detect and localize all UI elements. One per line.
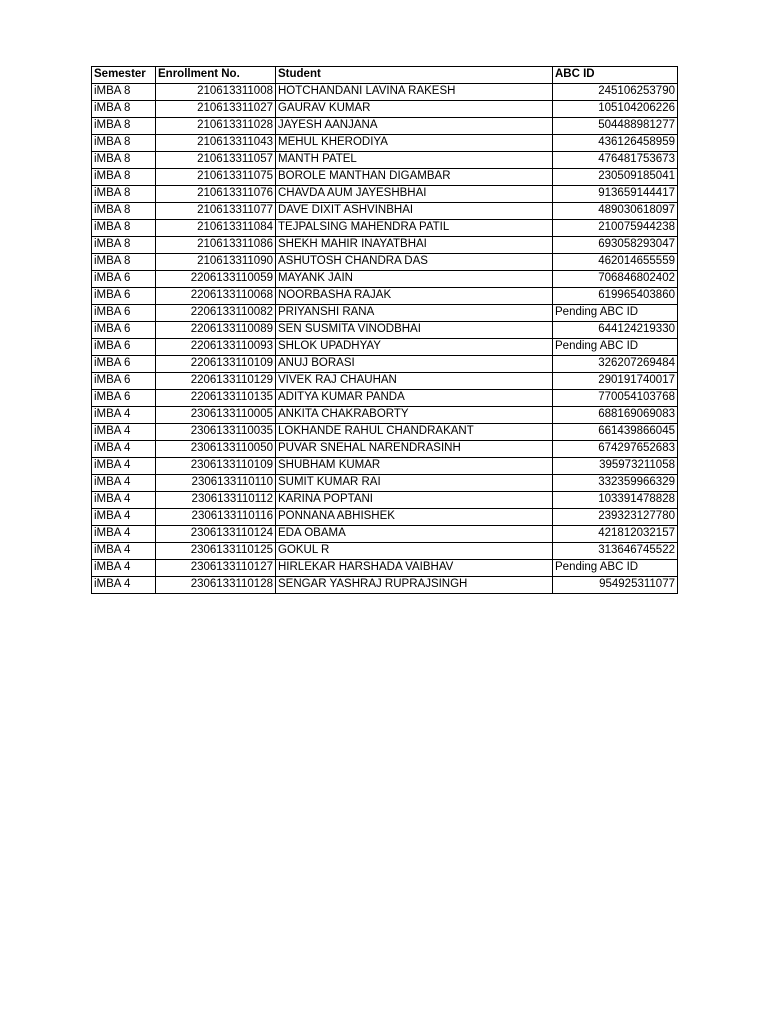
student-name-cell: SHEKH MAHIR INAYATBHAI — [276, 237, 553, 254]
semester-cell: iMBA 8 — [92, 237, 156, 254]
table-row — [92, 186, 678, 203]
table-row — [92, 441, 678, 458]
student-name-cell: ADITYA KUMAR PANDA — [276, 390, 553, 407]
table-row — [92, 475, 678, 492]
table-row — [92, 424, 678, 441]
abc-id-cell: 619965403860 — [553, 288, 678, 305]
enrollment-no-cell: 2306133110035 — [156, 424, 276, 441]
table-row — [92, 509, 678, 526]
abc-id-cell: 688169069083 — [553, 407, 678, 424]
enrollment-no-cell: 2206133110089 — [156, 322, 276, 339]
semester-cell: iMBA 4 — [92, 475, 156, 492]
abc-id-cell: 954925311077 — [553, 577, 678, 594]
abc-id-cell: Pending ABC ID — [553, 305, 678, 322]
semester-cell: iMBA 6 — [92, 373, 156, 390]
enrollment-no-cell: 2306133110050 — [156, 441, 276, 458]
semester-cell: iMBA 8 — [92, 220, 156, 237]
semester-cell: iMBA 4 — [92, 458, 156, 475]
table-row — [92, 356, 678, 373]
table-row — [92, 577, 678, 594]
abc-id-cell: 706846802402 — [553, 271, 678, 288]
student-name-cell: SUMIT KUMAR RAI — [276, 475, 553, 492]
enrollment-no-cell: 2206133110059 — [156, 271, 276, 288]
enrollment-no-cell: 2306133110124 — [156, 526, 276, 543]
abc-id-cell: 661439866045 — [553, 424, 678, 441]
enrollment-no-cell: 2306133110127 — [156, 560, 276, 577]
enrollment-no-cell: 2306133110109 — [156, 458, 276, 475]
semester-cell: iMBA 4 — [92, 407, 156, 424]
header-student: Student — [276, 67, 553, 84]
table-row — [92, 135, 678, 152]
enrollment-no-cell: 210613311076 — [156, 186, 276, 203]
semester-cell: iMBA 8 — [92, 203, 156, 220]
semester-cell: iMBA 4 — [92, 560, 156, 577]
abc-id-cell: Pending ABC ID — [553, 339, 678, 356]
semester-cell: iMBA 8 — [92, 135, 156, 152]
abc-id-cell: 913659144417 — [553, 186, 678, 203]
abc-id-cell: Pending ABC ID — [553, 560, 678, 577]
table-body — [92, 84, 678, 594]
student-abc-table — [91, 66, 678, 594]
abc-id-cell: 770054103768 — [553, 390, 678, 407]
semester-cell: iMBA 6 — [92, 305, 156, 322]
student-name-cell: BOROLE MANTHAN DIGAMBAR — [276, 169, 553, 186]
abc-id-cell: 210075944238 — [553, 220, 678, 237]
student-name-cell: CHAVDA AUM JAYESHBHAI — [276, 186, 553, 203]
header-abc-id: ABC ID — [553, 67, 678, 84]
semester-cell: iMBA 6 — [92, 322, 156, 339]
table-row — [92, 84, 678, 101]
student-name-cell: NOORBASHA RAJAK — [276, 288, 553, 305]
semester-cell: iMBA 4 — [92, 543, 156, 560]
enrollment-no-cell: 210613311075 — [156, 169, 276, 186]
abc-id-cell: 326207269484 — [553, 356, 678, 373]
abc-id-cell: 103391478828 — [553, 492, 678, 509]
student-name-cell: SHLOK UPADHYAY — [276, 339, 553, 356]
semester-cell: iMBA 6 — [92, 339, 156, 356]
abc-id-cell: 436126458959 — [553, 135, 678, 152]
semester-cell: iMBA 8 — [92, 169, 156, 186]
abc-id-cell: 462014655559 — [553, 254, 678, 271]
enrollment-no-cell: 210613311028 — [156, 118, 276, 135]
table-row — [92, 203, 678, 220]
semester-cell: iMBA 4 — [92, 577, 156, 594]
student-name-cell: GOKUL R — [276, 543, 553, 560]
semester-cell: iMBA 8 — [92, 254, 156, 271]
semester-cell: iMBA 8 — [92, 84, 156, 101]
student-name-cell: LOKHANDE RAHUL CHANDRAKANT — [276, 424, 553, 441]
enrollment-no-cell: 210613311027 — [156, 101, 276, 118]
enrollment-no-cell: 2306133110110 — [156, 475, 276, 492]
semester-cell: iMBA 8 — [92, 101, 156, 118]
enrollment-no-cell: 2206133110135 — [156, 390, 276, 407]
abc-id-cell: 290191740017 — [553, 373, 678, 390]
abc-id-cell: 332359966329 — [553, 475, 678, 492]
enrollment-no-cell: 2306133110005 — [156, 407, 276, 424]
enrollment-no-cell: 210613311086 — [156, 237, 276, 254]
student-name-cell: EDA OBAMA — [276, 526, 553, 543]
student-name-cell: VIVEK RAJ CHAUHAN — [276, 373, 553, 390]
table-row — [92, 152, 678, 169]
table-header — [92, 67, 678, 84]
table-row — [92, 271, 678, 288]
table-row — [92, 458, 678, 475]
student-name-cell: PONNANA ABHISHEK — [276, 509, 553, 526]
student-name-cell: JAYESH AANJANA — [276, 118, 553, 135]
table-row — [92, 169, 678, 186]
table-row — [92, 339, 678, 356]
enrollment-no-cell: 2306133110116 — [156, 509, 276, 526]
abc-id-cell: 245106253790 — [553, 84, 678, 101]
student-name-cell: SENGAR YASHRAJ RUPRAJSINGH — [276, 577, 553, 594]
table-row — [92, 101, 678, 118]
table-row — [92, 254, 678, 271]
semester-cell: iMBA 4 — [92, 526, 156, 543]
semester-cell: iMBA 4 — [92, 441, 156, 458]
student-name-cell: TEJPALSING MAHENDRA PATIL — [276, 220, 553, 237]
table-row — [92, 560, 678, 577]
enrollment-no-cell: 210613311043 — [156, 135, 276, 152]
enrollment-no-cell: 210613311084 — [156, 220, 276, 237]
semester-cell: iMBA 6 — [92, 271, 156, 288]
header-semester: Semester — [92, 67, 156, 84]
student-name-cell: PUVAR SNEHAL NARENDRASINH — [276, 441, 553, 458]
student-name-cell: MEHUL KHERODIYA — [276, 135, 553, 152]
semester-cell: iMBA 4 — [92, 424, 156, 441]
abc-id-cell: 395973211058 — [553, 458, 678, 475]
table-row — [92, 390, 678, 407]
abc-id-cell: 476481753673 — [553, 152, 678, 169]
student-name-cell: ASHUTOSH CHANDRA DAS — [276, 254, 553, 271]
semester-cell: iMBA 8 — [92, 186, 156, 203]
enrollment-no-cell: 2306133110112 — [156, 492, 276, 509]
student-name-cell: GAURAV KUMAR — [276, 101, 553, 118]
header-row — [92, 67, 678, 84]
semester-cell: iMBA 6 — [92, 390, 156, 407]
semester-cell: iMBA 4 — [92, 492, 156, 509]
student-name-cell: SHUBHAM KUMAR — [276, 458, 553, 475]
abc-id-cell: 421812032157 — [553, 526, 678, 543]
enrollment-no-cell: 2206133110068 — [156, 288, 276, 305]
enrollment-no-cell: 2206133110109 — [156, 356, 276, 373]
table-row — [92, 526, 678, 543]
enrollment-no-cell: 2206133110082 — [156, 305, 276, 322]
enrollment-no-cell: 210613311057 — [156, 152, 276, 169]
table-row — [92, 322, 678, 339]
student-name-cell: PRIYANSHI RANA — [276, 305, 553, 322]
table-row — [92, 305, 678, 322]
student-name-cell: ANUJ BORASI — [276, 356, 553, 373]
semester-cell: iMBA 6 — [92, 356, 156, 373]
abc-id-cell: 674297652683 — [553, 441, 678, 458]
spreadsheet-page — [91, 66, 678, 594]
abc-id-cell: 504488981277 — [553, 118, 678, 135]
header-enrollment-no: Enrollment No. — [156, 67, 276, 84]
abc-id-cell: 644124219330 — [553, 322, 678, 339]
student-name-cell: ANKITA CHAKRABORTY — [276, 407, 553, 424]
semester-cell: iMBA 8 — [92, 152, 156, 169]
semester-cell: iMBA 4 — [92, 509, 156, 526]
table-row — [92, 543, 678, 560]
semester-cell: iMBA 8 — [92, 118, 156, 135]
student-name-cell: MAYANK JAIN — [276, 271, 553, 288]
table-row — [92, 220, 678, 237]
table-row — [92, 237, 678, 254]
abc-id-cell: 230509185041 — [553, 169, 678, 186]
student-name-cell: KARINA POPTANI — [276, 492, 553, 509]
abc-id-cell: 105104206226 — [553, 101, 678, 118]
enrollment-no-cell: 210613311077 — [156, 203, 276, 220]
student-name-cell: HOTCHANDANI LAVINA RAKESH — [276, 84, 553, 101]
table-row — [92, 288, 678, 305]
enrollment-no-cell: 2306133110128 — [156, 577, 276, 594]
student-name-cell: DAVE DIXIT ASHVINBHAI — [276, 203, 553, 220]
student-name-cell: MANTH PATEL — [276, 152, 553, 169]
enrollment-no-cell: 210613311090 — [156, 254, 276, 271]
student-name-cell: HIRLEKAR HARSHADA VAIBHAV — [276, 560, 553, 577]
table-row — [92, 373, 678, 390]
enrollment-no-cell: 210613311008 — [156, 84, 276, 101]
abc-id-cell: 693058293047 — [553, 237, 678, 254]
table-row — [92, 407, 678, 424]
abc-id-cell: 313646745522 — [553, 543, 678, 560]
table-row — [92, 118, 678, 135]
enrollment-no-cell: 2206133110093 — [156, 339, 276, 356]
table-row — [92, 492, 678, 509]
semester-cell: iMBA 6 — [92, 288, 156, 305]
enrollment-no-cell: 2206133110129 — [156, 373, 276, 390]
student-name-cell: SEN SUSMITA VINODBHAI — [276, 322, 553, 339]
abc-id-cell: 239323127780 — [553, 509, 678, 526]
abc-id-cell: 489030618097 — [553, 203, 678, 220]
enrollment-no-cell: 2306133110125 — [156, 543, 276, 560]
